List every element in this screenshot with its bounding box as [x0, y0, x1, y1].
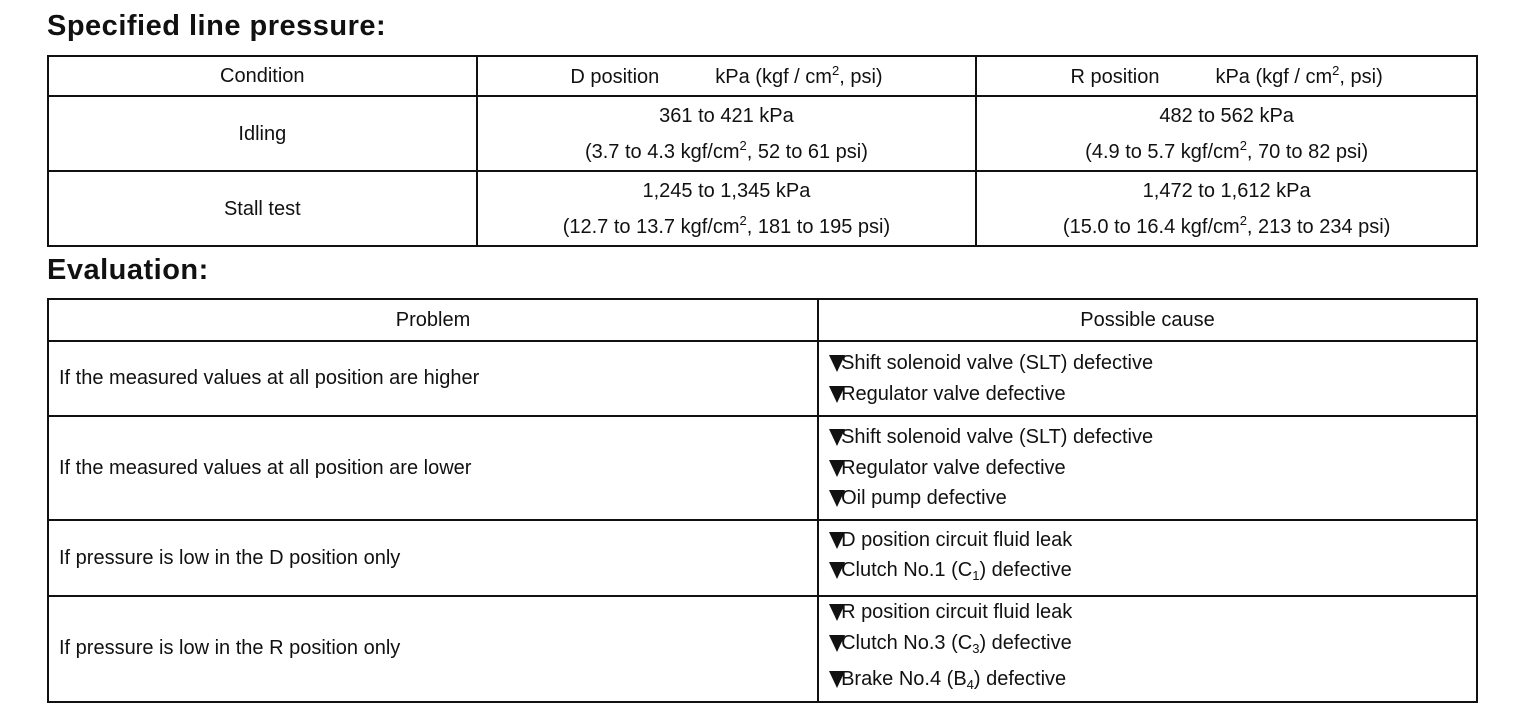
table-row	[48, 520, 1477, 596]
table-row	[48, 171, 1477, 246]
cause-item: D position circuit fluid leak	[829, 525, 1476, 556]
problem-cell: If the measured values at all position are higher	[48, 341, 818, 416]
cause-cell	[818, 520, 1477, 596]
r-value-cell: 482 to 562 kPa (4.9 to 5.7 kgf/$cm^2$, 70 to 82 psi)	[976, 96, 1477, 171]
table-row	[48, 596, 1477, 702]
cause-item: R position circuit fluid leak	[829, 597, 1476, 628]
problem-cell: If the measured values at all position are lower	[48, 416, 818, 520]
line-pressure-table	[47, 55, 1478, 247]
problem-header: Problem	[48, 299, 818, 341]
d-units-label: kPa ($kgf / cm^2$, psi)	[715, 63, 883, 88]
table-header-row	[48, 56, 1477, 96]
r-units-label: kPa ($kgf / cm^2$, psi)	[1215, 63, 1383, 88]
spec-heading: Specified line pressure:	[47, 10, 387, 42]
cause-header: Possible cause	[818, 299, 1477, 341]
problem-cell: If pressure is low in the R position only	[48, 596, 818, 702]
r-value-cell: 1,472 to 1,612 kPa (15.0 to 16.4 kgf/$cm^2$, 213 to 234 psi)	[976, 171, 1477, 246]
cause-cell	[818, 416, 1477, 520]
table-header-row	[48, 299, 1477, 341]
cause-item: Oil pump defective	[829, 483, 1476, 514]
cause-item: Shift solenoid valve (SLT) defective	[829, 422, 1476, 453]
table-row	[48, 416, 1477, 520]
condition-cell: Stall test	[48, 171, 477, 246]
evaluation-table	[47, 298, 1478, 703]
d-value-cell: 1,245 to 1,345 kPa (12.7 to 13.7 kgf/$cm^2$, 181 to 195 psi)	[477, 171, 977, 246]
evaluation-heading: Evaluation:	[47, 254, 209, 286]
table-row	[48, 96, 1477, 171]
cause-item: Clutch No.1 $(C_1)$ defective	[829, 555, 1476, 592]
cause-item: Brake No.4 $(B_4)$ defective	[829, 664, 1476, 701]
condition-cell: Idling	[48, 96, 477, 171]
d-position-label: D position	[570, 66, 660, 88]
condition-header: Condition	[48, 56, 477, 96]
d-position-header	[477, 56, 977, 96]
problem-cell: If pressure is low in the D position only	[48, 520, 818, 596]
r-position-label: R position	[1070, 66, 1160, 88]
d-value-cell: 361 to 421 kPa (3.7 to 4.3 kgf/$cm^2$, 52 to 61 psi)	[477, 96, 977, 171]
cause-item: Clutch No.3 $(C_3)$ defective	[829, 628, 1476, 665]
table-row	[48, 341, 1477, 416]
r-position-header	[976, 56, 1477, 96]
cause-cell	[818, 596, 1477, 702]
cause-item: Shift solenoid valve (SLT) defective	[829, 348, 1476, 379]
cause-cell	[818, 341, 1477, 416]
cause-item: Regulator valve defective	[829, 453, 1476, 484]
cause-item: Regulator valve defective	[829, 379, 1476, 410]
